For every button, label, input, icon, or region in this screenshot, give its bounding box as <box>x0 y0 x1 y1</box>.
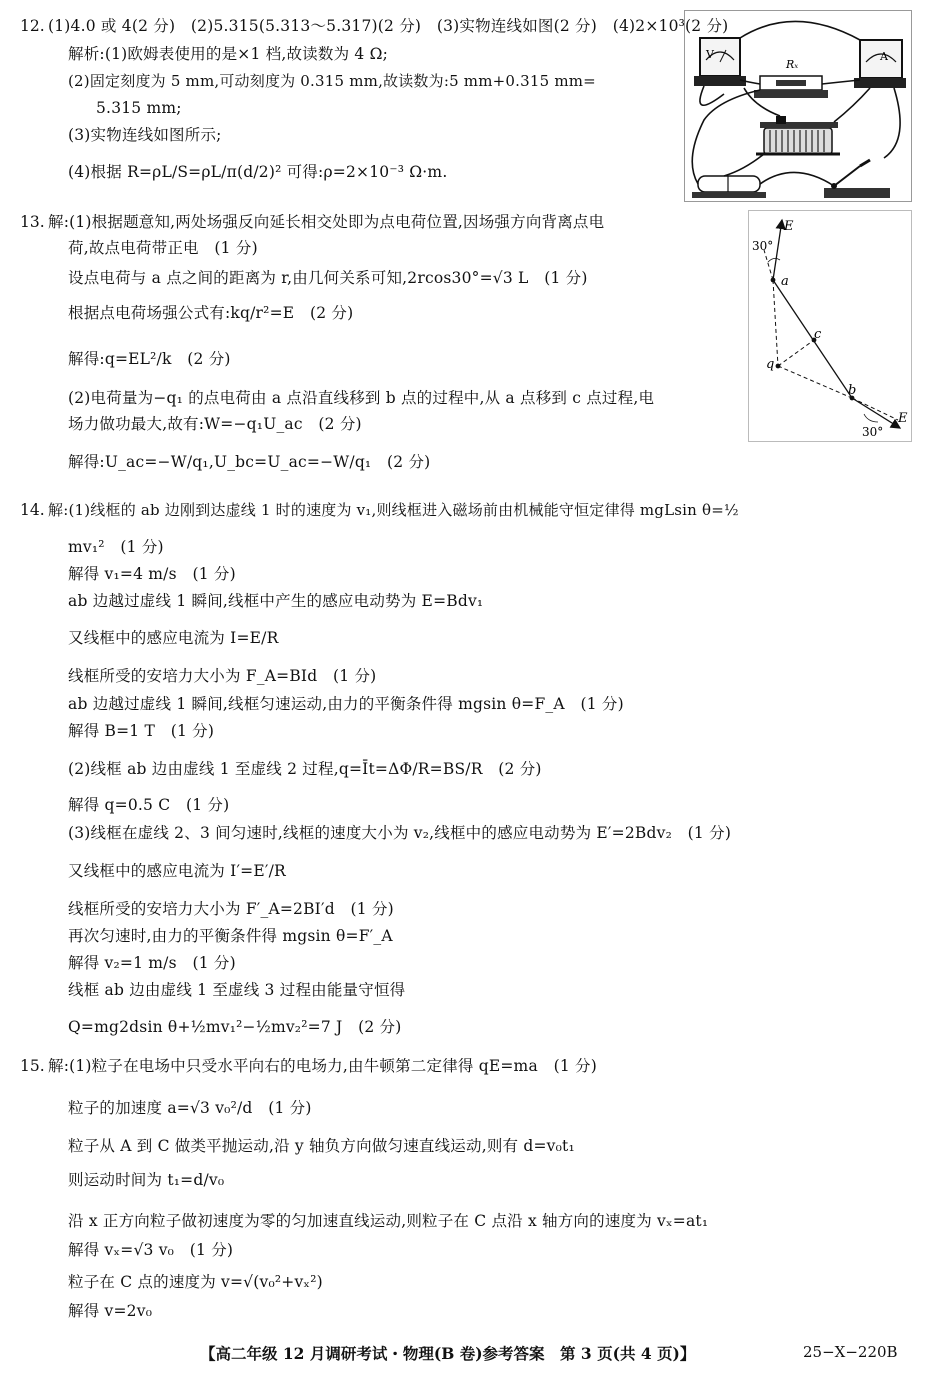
ammeter-label: A <box>880 50 888 63</box>
label-q: q <box>766 357 775 372</box>
q15-number: 15. <box>20 1057 45 1075</box>
q14-line: 解得 q=0.5 C (1 分) <box>68 796 230 814</box>
label-e-top: E <box>784 219 794 234</box>
switch-icon <box>824 160 890 198</box>
resistor-rx-icon <box>754 58 828 98</box>
q14-line: mv₁² (1 分) <box>68 538 164 556</box>
q15-line: 解得 vₓ=√3 v₀ (1 分) <box>68 1241 234 1259</box>
field-arrow-top <box>773 220 782 280</box>
q14-line: 再次匀速时,由力的平衡条件得 mgsin θ=F′_A <box>68 927 393 945</box>
q14-line: (3)线框在虚线 2、3 间匀速时,线框的速度大小为 v₂,线框中的感应电动势为 E′=2Bdv₂ (1 分) <box>68 824 732 842</box>
q13-line: 根据点电荷场强公式有:kq/r²=E (2 分) <box>68 304 354 322</box>
q13-line: 荷,故点电荷带正电 (1 分) <box>68 239 258 257</box>
page-footer-code: 25−X−220B <box>803 1343 898 1361</box>
label-e-bottom: E <box>898 411 908 426</box>
label-angle-top: 30° <box>752 239 774 253</box>
battery-icon <box>692 176 766 198</box>
q12-line: (4)根据 R=ρL/S=ρL/π(d/2)² 可得:ρ=2×10⁻³ Ω·m. <box>68 163 448 181</box>
q15-line: 粒子在 C 点的速度为 v=√(v₀²+vₓ²) <box>68 1273 323 1291</box>
q12-line: 解析:(1)欧姆表使用的是×1 档,故读数为 4 Ω; <box>68 45 389 63</box>
q14-line: 又线框中的感应电流为 I′=E′/R <box>68 862 286 880</box>
point-q <box>776 364 781 369</box>
rheostat-icon <box>756 116 840 154</box>
q15-line: 粒子的加速度 a=√3 v₀²/d (1 分) <box>68 1099 312 1117</box>
voltmeter-label: V <box>706 48 714 61</box>
q14-line: 线框所受的安培力大小为 F′_A=2BI′d (1 分) <box>68 900 394 918</box>
point-a <box>771 278 776 283</box>
field-diagram <box>748 210 912 442</box>
q12-line: (3)实物连线如图所示; <box>68 126 222 144</box>
field-arrow-bottom <box>852 398 900 428</box>
q15-line: 解:(1)粒子在电场中只受水平向右的电场力,由牛顿第二定律得 qE=ma (1 分) <box>48 1057 597 1075</box>
q13-line: 设点电荷与 a 点之间的距离为 r,由几何关系可知,2rcos30°=√3 L (1 分) <box>68 269 588 287</box>
q15-line: 则运动时间为 t₁=d/v₀ <box>68 1171 225 1189</box>
q14-line: (2)线框 ab 边由虚线 1 至虚线 2 过程,q=Īt=ΔΦ/R=BS/R (2 分) <box>68 760 542 778</box>
q14-line: 解得 B=1 T (1 分) <box>68 722 215 740</box>
rx-label: Rₓ <box>786 58 799 71</box>
q12-line: (2)固定刻度为 5 mm,可动刻度为 0.315 mm,故读数为:5 mm+0.315 mm= <box>68 72 596 90</box>
q12-number: 12. <box>20 17 45 35</box>
q15-line: 解得 v=2v₀ <box>68 1302 153 1320</box>
q13-number: 13. <box>20 213 45 231</box>
q14-line: Q=mg2dsin θ+½mv₁²−½mv₂²=7 J (2 分) <box>68 1018 402 1036</box>
q14-line: 解:(1)线框的 ab 边刚到达虚线 1 时的速度为 v₁,则线框进入磁场前由机械能守恒定律得 mgLsin θ=½ <box>48 501 739 519</box>
q14-line: 线框 ab 边由虚线 1 至虚线 3 过程由能量守恒得 <box>68 981 406 999</box>
q13-line: 解:(1)根据题意知,两处场强反向延长相交处即为点电荷位置,因场强方向背离点电 <box>48 213 605 231</box>
label-angle-bottom: 30° <box>862 425 884 439</box>
page-footer-title: 【高二年级 12 月调研考试・物理(B 卷)参考答案 第 3 页(共 4 页)】 <box>200 1344 696 1363</box>
label-b: b <box>848 383 857 398</box>
q15-line: 粒子从 A 到 C 做类平抛运动,沿 y 轴负方向做匀速直线运动,则有 d=v₀t₁ <box>68 1137 575 1155</box>
voltmeter-icon <box>694 38 746 86</box>
q14-line: ab 边越过虚线 1 瞬间,线框中产生的感应电动势为 E=Bdv₁ <box>68 592 484 610</box>
q14-number: 14. <box>20 501 45 519</box>
q13-line: (2)电荷量为−q₁ 的点电荷由 a 点沿直线移到 b 点的过程中,从 a 点移到 c 点过程,电 <box>68 389 655 407</box>
q12-answer: (1)4.0 或 4(2 分) (2)5.315(5.313～5.317)(2 分) (3)实物连线如图(2 分) (4)2×10³(2 分) <box>48 17 729 35</box>
q12-line: 5.315 mm; <box>96 99 182 117</box>
ammeter-icon <box>854 40 906 88</box>
q14-line: 又线框中的感应电流为 I=E/R <box>68 629 279 647</box>
q14-line: 线框所受的安培力大小为 F_A=BId (1 分) <box>68 667 377 685</box>
q13-line: 解得:q=EL²/k (2 分) <box>68 350 231 368</box>
label-a: a <box>781 274 789 289</box>
q14-line: 解得 v₁=4 m/s (1 分) <box>68 565 236 583</box>
label-c: c <box>814 327 822 342</box>
q14-line: ab 边越过虚线 1 瞬间,线框匀速运动,由力的平衡条件得 mgsin θ=F_A (1 分) <box>68 695 624 713</box>
q13-line: 解得:U_ac=−W/q₁,U_bc=U_ac=−W/q₁ (2 分) <box>68 453 431 471</box>
q13-line: 场力做功最大,故有:W=−q₁U_ac (2 分) <box>68 415 362 433</box>
circuit-figure <box>684 10 912 202</box>
q14-line: 解得 v₂=1 m/s (1 分) <box>68 954 236 972</box>
q15-line: 沿 x 正方向粒子做初速度为零的匀加速直线运动,则粒子在 C 点沿 x 轴方向的速度为 vₓ=at₁ <box>68 1212 709 1230</box>
